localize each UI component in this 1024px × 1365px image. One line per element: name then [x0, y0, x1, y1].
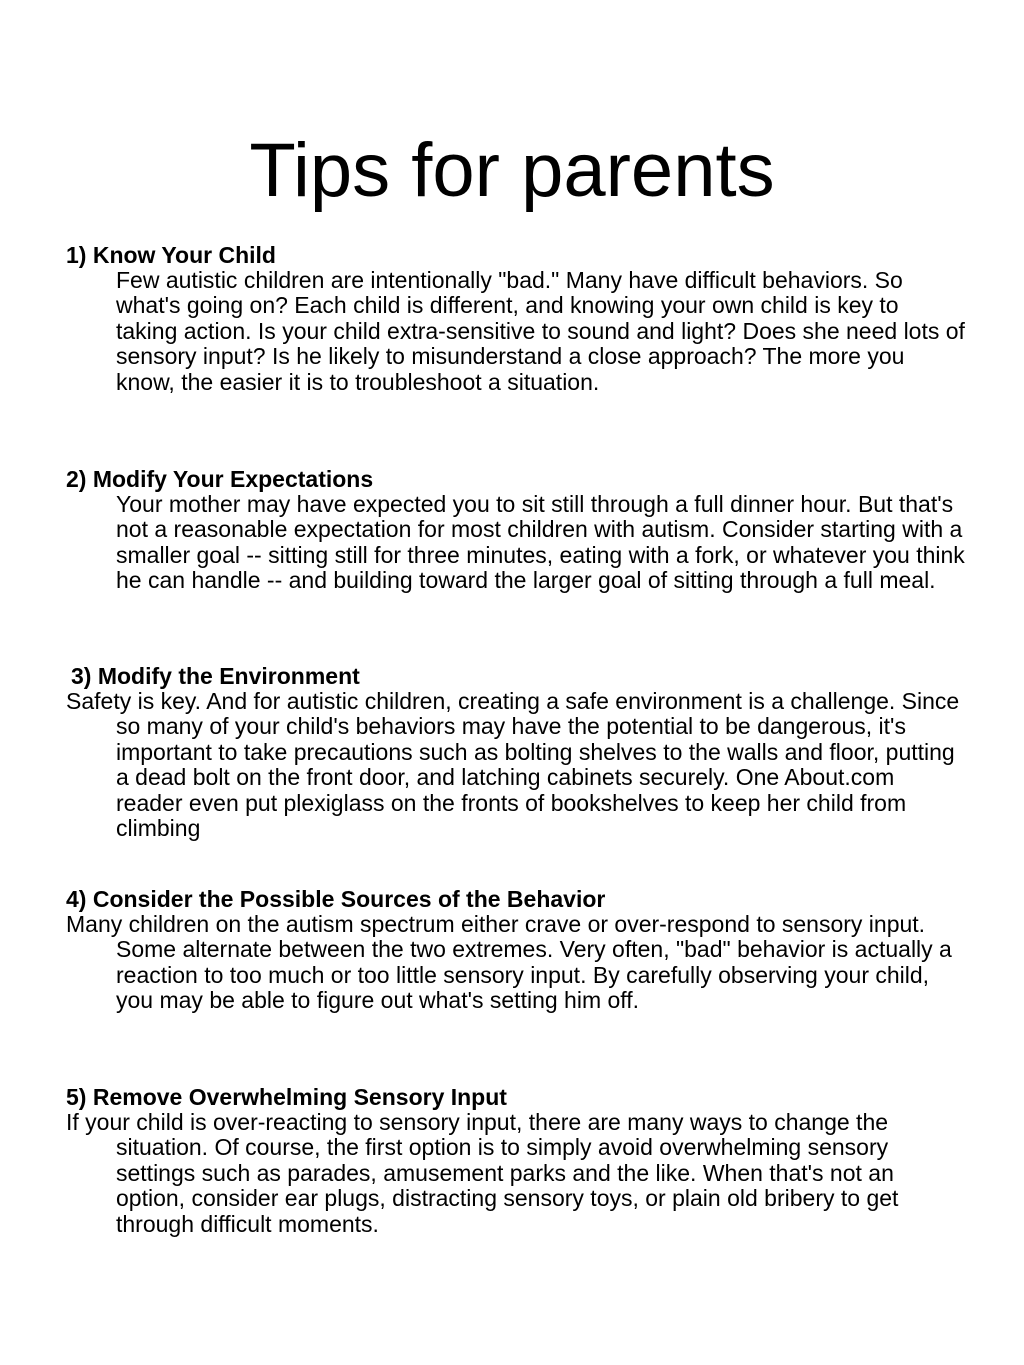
tip-body: Few autistic children are intentionally "bad." Many have difficult behaviors. So what's going on? Each child is different, and knowing your own child is key to taking action. Is your child extra-sensitive to sound and light? Does she need lots of sensory input? Is he likely to misunderstand a close approach? The more you know, the easier it is to troubleshoot a situation. — [116, 267, 965, 395]
tip-body: If your child is over-reacting to sensory input, there are many ways to change the situation. Of course, the first option is to simply avoid overwhelming sensory settings such as parades, amusement parks and the like. When that's not an option, consider ear plugs, distracting sensory toys, or plain old bribery to get through difficult moments. — [66, 1109, 899, 1237]
tip-heading: 4) Consider the Possible Sources of the Behavior — [66, 886, 606, 912]
tip-section — [66, 242, 966, 395]
tip-heading: 1) Know Your Child — [66, 242, 276, 268]
tip-section — [66, 466, 966, 594]
tip-body: Your mother may have expected you to sit still through a full dinner hour. But that's not a reasonable expectation for most children with autism. Consider starting with a smaller goal -- sitting still for three minutes, eating with a fork, or whatever you think he can handle -- and building toward the larger goal of sitting through a full meal. — [116, 491, 965, 594]
tip-heading: 3) Modify the Environment — [71, 663, 360, 689]
tip-body: Many children on the autism spectrum either crave or over-respond to sensory input. Some alternate between the two extremes. Very often, "bad" behavior is actually a reaction to too much or too little sensory input. By carefully observing your child, you may be able to figure out what's setting him off. — [66, 911, 952, 1014]
tip-heading: 5) Remove Overwhelming Sensory Input — [66, 1084, 507, 1110]
tip-section — [66, 663, 966, 841]
page-title: Tips for parents — [249, 128, 775, 213]
tip-heading: 2) Modify Your Expectations — [66, 466, 374, 492]
tip-section — [66, 886, 966, 1014]
tip-body: Safety is key. And for autistic children, creating a safe environment is a challenge. Since so many of your child's behaviors may have the potential to be dangerous, it's important to take precautions such as bolting shelves to the walls and floor, putting a dead bolt on the front door, and latching cabinets securely. One About.com reader even put plexiglass on the fronts of bookshelves to keep her child from climbing — [66, 688, 960, 842]
tip-section — [66, 1084, 966, 1237]
